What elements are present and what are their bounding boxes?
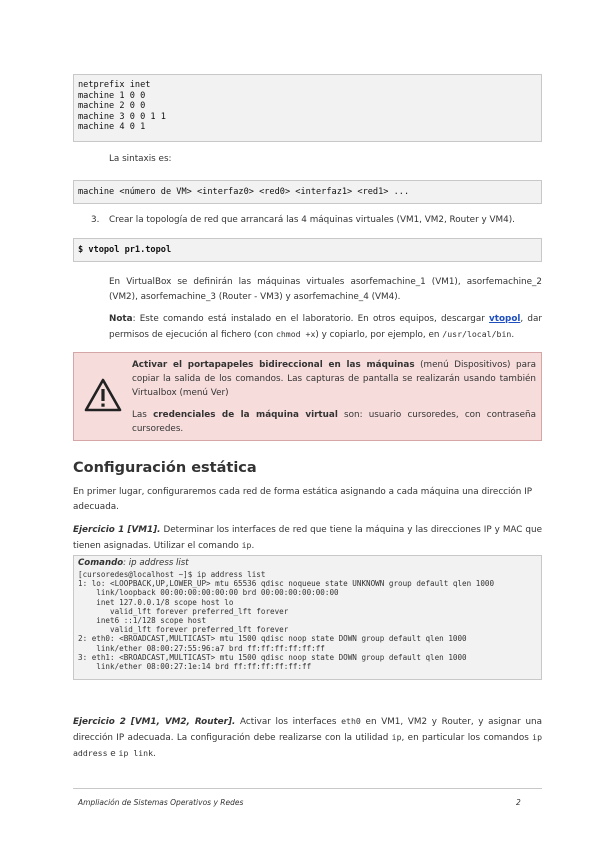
terminal-line: link/loopback 00:00:00:00:00:00 brd 00:00:00:00:00:00 <box>78 588 339 598</box>
terminal-line: inet 127.0.0.1/8 scope host lo <box>78 597 234 607</box>
clipboard-warning-text: Activar el portapapeles bidireccional en las máquinas (menú Dispositivos) para copiar la salida de los comandos. Las capturas de pantalla se realizarán usando también Virtualbox (menú Ver) <box>132 360 536 398</box>
terminal-line: 1: lo: <LOOPBACK,UP,LOWER_UP> mtu 65536 qdisc noqueue state UNKNOWN group default qlen 1000 <box>78 579 495 589</box>
warning-icon <box>84 378 122 412</box>
step-3-text: Crear la topología de red que arrancará las 4 máquinas virtuales (VM1, VM2, Router y VM4). <box>109 215 515 225</box>
vtopol-link[interactable]: vtopol <box>489 314 521 324</box>
footer-divider <box>73 788 542 789</box>
exercise-1: Ejercicio 1 [VM1]. Determinar los interfaces de red que tiene la máquina y las direcciones IP y MAC que tienen asignadas. Utilizar el comando ip. <box>73 525 542 551</box>
vtopol-command-block <box>73 238 542 262</box>
step-3-number: 3. <box>91 215 100 225</box>
note-label: Nota <box>109 314 133 324</box>
credentials-text: Las credenciales de la máquina virtual son: usuario cursoredes, con contraseña cursoredes. <box>132 410 537 434</box>
terminal-line: valid_lft forever preferred_lft forever <box>78 625 289 635</box>
terminal-line: 2: eth0: <BROADCAST,MULTICAST> mtu 1500 qdisc noop state DOWN group default qlen 1000 <box>78 634 467 644</box>
topology-file-code-block <box>73 74 542 142</box>
exercise-2-label: Ejercicio 2 [VM1, VM2, Router]. <box>73 717 236 727</box>
inline-code: eth0 <box>341 716 361 726</box>
code-line: machine 2 0 0 <box>78 101 146 111</box>
code-line: $ vtopol pr1.topol <box>78 245 172 255</box>
inline-code: /usr/local/bin <box>442 329 512 339</box>
code-line: machine <número de VM> <interfaz0> <red0> <interfaz1> <red1> ... <box>78 187 410 197</box>
virtualbox-paragraph: En VirtualBox se definirán las máquinas virtuales asorfemachine_1 (VM1), asorfemachine_2 (VM2), asorfemachine_3 (Router - VM3) y asorfemachine_4 (VM4). <box>109 277 542 302</box>
page-number: 2 <box>516 798 521 807</box>
section-title: Configuración estática <box>73 460 257 476</box>
terminal-output-box <box>73 555 542 680</box>
footer-title: Ampliación de Sistemas Operativos y Redes <box>78 798 244 807</box>
inline-code: ip link <box>118 748 154 758</box>
warning-box <box>73 352 542 441</box>
inline-code: ip <box>241 540 252 550</box>
syntax-code-block <box>73 180 542 204</box>
code-line: machine 4 0 1 <box>78 122 146 132</box>
note-paragraph: Nota: Este comando está instalado en el laboratorio. En otros equipos, descargar vtopol, dar permisos de ejecución al fichero (con chmod +x) y copiarlo, por ejemplo, en /usr/local/bin. <box>109 314 542 340</box>
terminal-line: link/ether 08:00:27:55:96:a7 brd ff:ff:ff:ff:ff:ff <box>78 643 325 653</box>
inline-code: ip <box>391 732 402 742</box>
syntax-intro: La sintaxis es: <box>109 154 172 164</box>
inline-code: chmod +x <box>275 329 316 339</box>
exercise-2: Ejercicio 2 [VM1, VM2, Router]. Activar los interfaces eth0 en VM1, VM2 y Router, y asignar una dirección IP adecuada. La configuración debe realizarse con la utilidad ip, en particular los comandos ip address e ip link. <box>73 716 542 759</box>
terminal-line: 3: eth1: <BROADCAST,MULTICAST> mtu 1500 qdisc noop state DOWN group default qlen 1000 <box>78 652 467 662</box>
terminal-line: link/ether 08:00:27:1e:14 brd ff:ff:ff:ff:ff:ff <box>78 661 312 671</box>
terminal-line: inet6 ::1/128 scope host <box>78 615 207 625</box>
intro-paragraph: En primer lugar, configuraremos cada red de forma estática asignando a cada máquina una dirección IP adecuada. <box>73 487 533 512</box>
terminal-header: Comando: ip address list <box>78 558 189 568</box>
code-line: machine 1 0 0 <box>78 90 146 101</box>
exercise-1-label: Ejercicio 1 [VM1]. <box>73 525 161 535</box>
terminal-lines <box>78 570 494 671</box>
inline-code: ip address <box>73 732 542 758</box>
code-line: netprefix inet <box>78 80 151 90</box>
terminal-line: [cursoredes@localhost ~]$ ip address list <box>78 570 266 579</box>
terminal-line: valid_lft forever preferred_lft forever <box>78 606 289 616</box>
code-line: machine 3 0 0 1 1 <box>78 111 166 122</box>
